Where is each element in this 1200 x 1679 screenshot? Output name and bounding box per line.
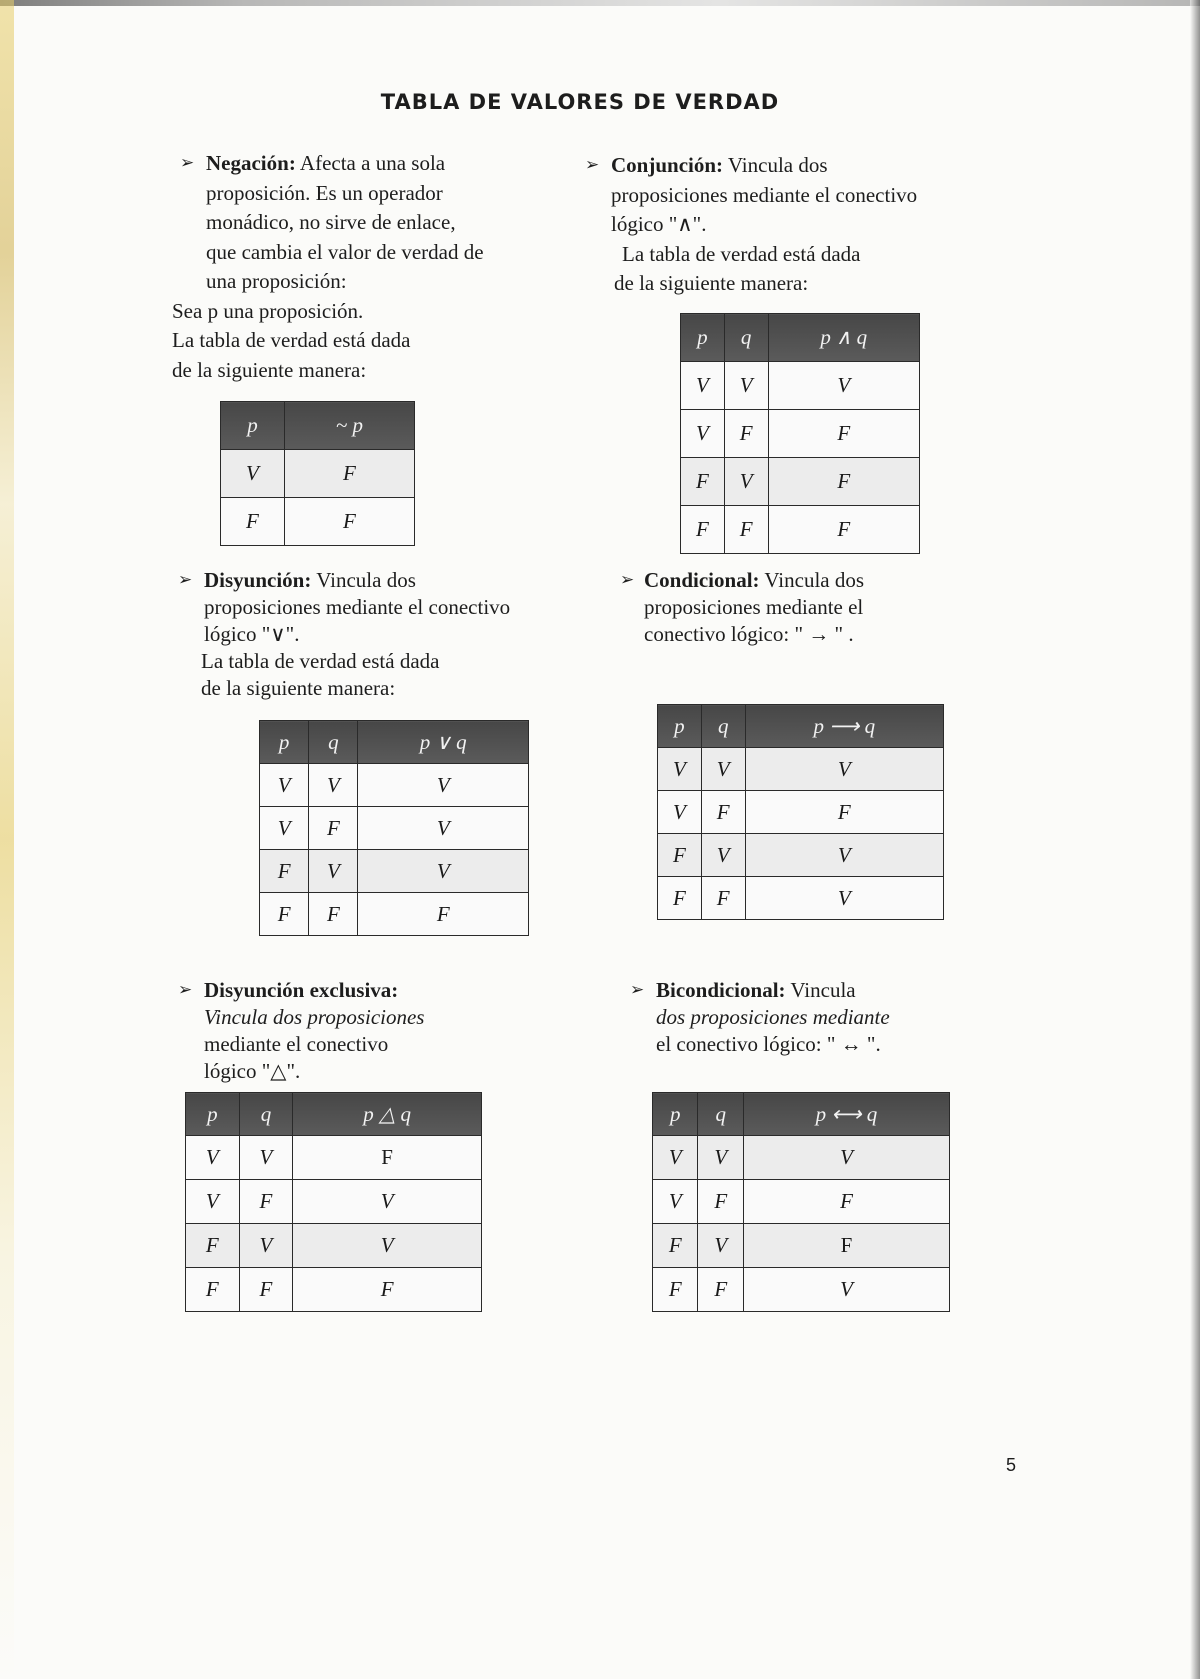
table-row — [653, 1268, 950, 1312]
table-cell: F — [653, 1268, 698, 1312]
section-condicional — [620, 567, 960, 648]
table-cell: F — [745, 791, 943, 834]
table-cell: V — [681, 410, 725, 458]
table-row — [653, 1136, 950, 1180]
table-row — [658, 791, 944, 834]
bullet-arrow-icon: ➢ — [178, 980, 193, 1000]
table-cell: F — [186, 1224, 240, 1268]
table-header: p — [658, 705, 702, 748]
bullet-arrow-icon: ➢ — [630, 980, 645, 1000]
table-cell: F — [681, 506, 725, 554]
table-cell: V — [681, 362, 725, 410]
text-line: monádico, no sirve de enlace, — [206, 210, 456, 234]
table-cell: V — [743, 1136, 949, 1180]
table-header: p — [653, 1093, 698, 1136]
table-cell: V — [745, 834, 943, 877]
text-line: de la siguiente manera: — [614, 271, 809, 295]
table-cell: V — [260, 764, 309, 807]
table-row — [221, 498, 415, 546]
table-cell: F — [743, 1224, 949, 1268]
table-cell: V — [658, 748, 702, 791]
table-row — [186, 1268, 482, 1312]
table-header: p — [186, 1093, 240, 1136]
section-disyuncion — [178, 567, 578, 702]
table-cell: V — [358, 807, 529, 850]
bullet-arrow-icon: ➢ — [620, 570, 635, 590]
table-header: q — [701, 705, 745, 748]
table-header: q — [309, 721, 358, 764]
table-cell: F — [768, 506, 920, 554]
term-condicional: Condicional: — [644, 568, 760, 592]
table-cell: V — [724, 458, 768, 506]
table-header: q — [239, 1093, 293, 1136]
page-number: 5 — [1006, 1455, 1017, 1475]
text-line: conectivo lógico: " → " . — [644, 622, 854, 646]
text-line: de la siguiente manera: — [172, 357, 367, 382]
table-cell: F — [239, 1180, 293, 1224]
text-line: de la siguiente manera: — [201, 676, 396, 700]
text-line: Afecta a una sola — [299, 151, 446, 175]
table-row — [653, 1180, 950, 1224]
page-title: TABLA DE VALORES DE VERDAD — [380, 90, 780, 114]
table-cell: F — [658, 877, 702, 920]
term-bicondicional: Bicondicional: — [656, 978, 786, 1002]
table-header: q — [724, 314, 768, 362]
table-row — [658, 748, 944, 791]
table-row — [658, 834, 944, 877]
table-cell: V — [698, 1136, 743, 1180]
table-cell: V — [293, 1224, 482, 1268]
table-cell: F — [698, 1268, 743, 1312]
table-header: q — [698, 1093, 743, 1136]
table-row — [221, 450, 415, 498]
table-negacion — [220, 401, 415, 546]
bullet-arrow-icon: ➢ — [178, 570, 193, 590]
text-line: lógico "△". — [204, 1059, 301, 1083]
text-line: dos proposiciones mediante — [656, 1005, 890, 1029]
table-cell: V — [701, 834, 745, 877]
text-line: La tabla de verdad está dada — [201, 649, 440, 673]
table-row — [681, 410, 920, 458]
table-header: p ⟶ q — [745, 705, 943, 748]
table-header: p — [681, 314, 725, 362]
table-cell: V — [186, 1180, 240, 1224]
table-row — [260, 807, 529, 850]
table-cell: F — [698, 1180, 743, 1224]
table-header: p — [260, 721, 309, 764]
table-cell: F — [260, 893, 309, 936]
text-line: lógico "∨". — [204, 622, 300, 646]
table-cell: V — [698, 1224, 743, 1268]
table-row — [186, 1180, 482, 1224]
table-condicional — [657, 704, 944, 920]
text-line: Sea p una proposición. — [172, 298, 364, 323]
table-cell: V — [658, 791, 702, 834]
table-cell: F — [358, 893, 529, 936]
term-negacion: Negación: — [206, 151, 296, 175]
table-row — [260, 893, 529, 936]
text-line: Vincula — [790, 978, 856, 1002]
text-line: proposiciones mediante el conectivo — [204, 595, 511, 619]
text-line: una proposición: — [206, 269, 347, 293]
table-cell: V — [653, 1136, 698, 1180]
table-cell: V — [358, 764, 529, 807]
table-cell: V — [260, 807, 309, 850]
table-disyuncion-exclusiva — [185, 1092, 482, 1312]
table-cell: V — [309, 764, 358, 807]
table-header: p △ q — [293, 1093, 482, 1136]
table-cell: V — [239, 1224, 293, 1268]
text-line: proposición. Es un operador — [206, 180, 443, 205]
table-cell: F — [681, 458, 725, 506]
section-negacion — [172, 149, 560, 385]
section-bicondicional — [630, 977, 970, 1058]
table-cell: V — [745, 877, 943, 920]
table-cell: V — [309, 850, 358, 893]
text-line: Vincula dos — [764, 568, 865, 592]
table-header: p ∨ q — [358, 721, 529, 764]
text-line: proposiciones mediante el — [644, 595, 864, 619]
table-row — [658, 877, 944, 920]
table-cell: V — [239, 1136, 293, 1180]
table-disyuncion — [259, 720, 529, 936]
table-conjuncion — [680, 313, 920, 554]
table-row — [653, 1224, 950, 1268]
text-line: que cambia el valor de verdad de — [206, 239, 484, 264]
text-line: el conectivo lógico: " ↔ ". — [656, 1032, 881, 1056]
table-cell: F — [221, 498, 285, 546]
section-conjuncion — [585, 151, 985, 299]
table-cell: F — [239, 1268, 293, 1312]
scan-edge-left — [0, 0, 14, 1679]
table-cell: V — [653, 1180, 698, 1224]
table-row — [260, 850, 529, 893]
term-disyuncion: Disyunción: — [204, 568, 312, 592]
table-cell: F — [293, 1268, 482, 1312]
table-cell: F — [768, 410, 920, 458]
table-cell: F — [768, 458, 920, 506]
table-cell: F — [701, 791, 745, 834]
term-disyuncion-exclusiva: Disyunción exclusiva: — [204, 978, 399, 1002]
term-conjuncion: Conjunción: — [611, 153, 724, 177]
table-cell: F — [284, 498, 414, 546]
table-cell: V — [724, 362, 768, 410]
table-cell: F — [701, 877, 745, 920]
text-line: Vincula dos proposiciones — [204, 1005, 425, 1029]
table-header: p ∧ q — [768, 314, 920, 362]
table-cell: V — [293, 1180, 482, 1224]
table-cell: F — [293, 1136, 482, 1180]
table-cell: F — [260, 850, 309, 893]
table-cell: V — [358, 850, 529, 893]
table-header: p — [221, 402, 285, 450]
text-line: lógico "∧". — [611, 212, 707, 236]
table-cell: F — [658, 834, 702, 877]
text-line: Vincula dos — [316, 568, 416, 592]
table-cell: V — [768, 362, 920, 410]
text-line: mediante el conectivo — [204, 1032, 389, 1056]
table-cell: F — [309, 893, 358, 936]
text-line: La tabla de verdad está dada — [172, 328, 411, 352]
table-cell: F — [309, 807, 358, 850]
table-row — [186, 1136, 482, 1180]
text-line: proposiciones mediante el conectivo — [611, 182, 918, 207]
table-cell: F — [743, 1180, 949, 1224]
table-cell: F — [186, 1268, 240, 1312]
section-disyuncion-exclusiva — [178, 977, 538, 1085]
text-line: La tabla de verdad está dada — [622, 241, 861, 266]
table-cell: V — [186, 1136, 240, 1180]
table-row — [681, 506, 920, 554]
table-bicondicional — [652, 1092, 950, 1312]
table-header: p ⟷ q — [743, 1093, 949, 1136]
table-row — [260, 764, 529, 807]
bullet-arrow-icon: ➢ — [585, 155, 600, 175]
text-line: Vincula dos — [727, 153, 828, 177]
scan-edge-top — [0, 0, 1200, 6]
table-cell: V — [743, 1268, 949, 1312]
scan-edge-right — [1190, 0, 1200, 1679]
table-cell: V — [745, 748, 943, 791]
table-cell: V — [221, 450, 285, 498]
table-row — [681, 362, 920, 410]
table-cell: F — [653, 1224, 698, 1268]
table-row — [186, 1224, 482, 1268]
table-header: ~ p — [284, 402, 414, 450]
table-row — [681, 458, 920, 506]
table-cell: F — [284, 450, 414, 498]
table-cell: V — [701, 748, 745, 791]
table-cell: F — [724, 410, 768, 458]
bullet-arrow-icon: ➢ — [180, 153, 195, 173]
table-cell: F — [724, 506, 768, 554]
